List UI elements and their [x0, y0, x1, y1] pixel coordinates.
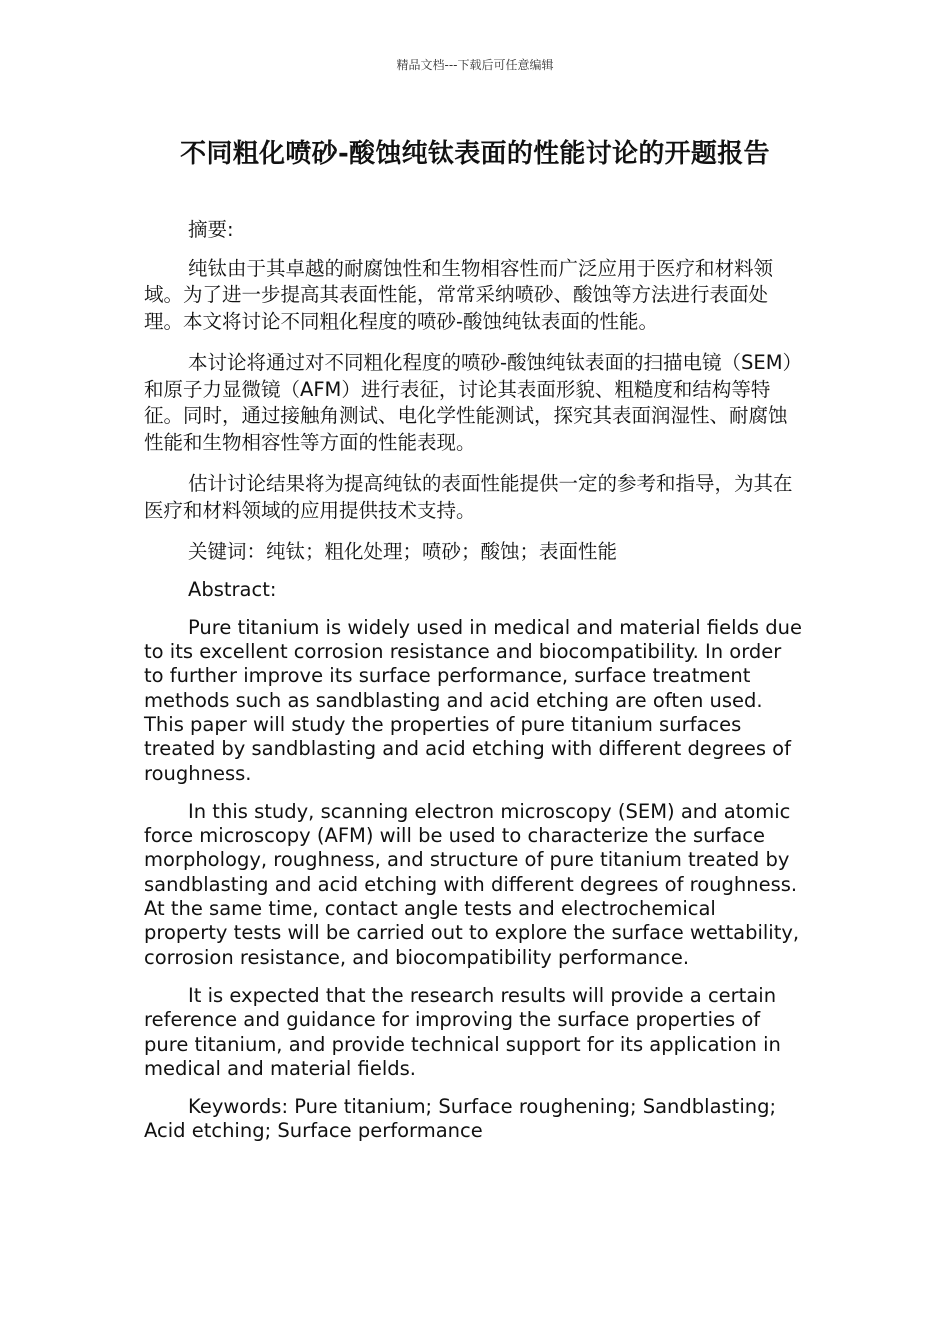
en-abstract-label: Abstract:	[188, 577, 277, 601]
cn-abstract-paragraph: 本讨论将通过对不同粗化程度的喷砂-酸蚀纯钛表面的扫描电镜（SEM）和原子力显微镜（AFM）进行表征，讨论其表面形貌、粗糙度和结构等特征。同时，通过接触角测试、电化学性能测试，探究其表面润湿性、耐腐蚀性能和生物相容性等方面的性能表现。	[144, 351, 803, 454]
cn-abstract-paragraph: 估计讨论结果将为提高纯钛的表面性能提供一定的参考和指导，为其在医疗和材料领域的应用提供技术支持。	[144, 472, 793, 522]
cn-keywords: 关键词：纯钛；粗化处理；喷砂；酸蚀；表面性能	[188, 540, 618, 563]
document-body	[144, 217, 804, 1158]
en-abstract-paragraph: In this study, scanning electron microscopy (SEM) and atomic force microscopy (AFM) will be used to characterize the surface morphology, roughness, and structure of pure titanium treated by sandblasting and acid etching with different degrees of roughness. At the same time, contact angle tests and electrochemical property tests will be carried out to explore the surface wettability, corrosion resistance, and biocompatibility performance.	[144, 799, 800, 969]
en-abstract-paragraph: It is expected that the research results will provide a certain reference and guidance for improving the surface properties of pure titanium, and provide technical support for its application in medical and material fields.	[144, 983, 781, 1080]
document-title: 不同粗化喷砂-酸蚀纯钛表面的性能讨论的开题报告	[180, 139, 770, 169]
cn-abstract-label: 摘要:	[188, 218, 234, 241]
page-header-note: 精品文档---下载后可任意编辑	[396, 58, 554, 72]
en-keywords: Keywords: Pure titanium; Surface roughening; Sandblasting; Acid etching; Surface performance	[144, 1095, 777, 1143]
cn-abstract-paragraph: 纯钛由于其卓越的耐腐蚀性和生物相容性而广泛应用于医疗和材料领域。为了进一步提高其表面性能，常常采纳喷砂、酸蚀等方法进行表面处理。本文将讨论不同粗化程度的喷砂-酸蚀纯钛表面的性能。	[144, 256, 774, 333]
en-abstract-paragraph: Pure titanium is widely used in medical and material fields due to its excellent corrosion resistance and biocompatibility. In order to further improve its surface performance, surface treatment methods such as sandblasting and acid etching are often used. This paper will study the properties of pure titanium surfaces treated by sandblasting and acid etching with different degrees of roughness.	[144, 615, 803, 785]
